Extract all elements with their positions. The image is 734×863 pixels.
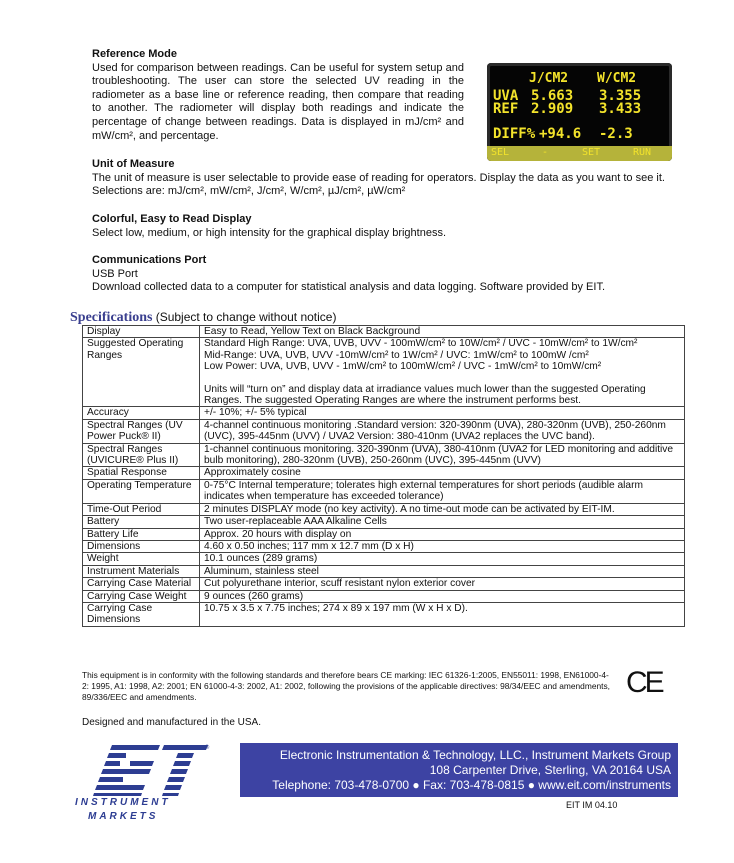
spec-row <box>83 602 685 626</box>
ce-mark-logo: CE <box>626 666 662 699</box>
spec-value-line: 10.75 x 3.5 x 7.75 inches; 274 x 89 x 197 mm (W x H x D). <box>204 602 468 614</box>
spec-row <box>83 479 685 503</box>
spec-value <box>200 565 685 577</box>
spec-row <box>83 565 685 577</box>
spec-value-line: Mid-Range: UVA, UVB, UVV -10mW/cm² to 1W/cm² / UVC: 1mW/cm² to 100mW /cm² <box>204 349 589 361</box>
spec-value <box>200 528 685 540</box>
display-row2-v2: 3.433 <box>599 101 642 117</box>
spec-row <box>83 443 685 467</box>
document-code: EIT IM 04.10 <box>566 800 618 810</box>
colorful-display-heading: Colorful, Easy to Read Display <box>92 213 252 225</box>
spec-value <box>200 407 685 419</box>
display-diff-v1: +94.6 <box>539 126 582 142</box>
spec-row <box>83 419 685 443</box>
spec-row <box>83 578 685 590</box>
display-diff-v2: -2.3 <box>599 126 633 142</box>
display-col1: J/CM2 <box>529 71 569 86</box>
specifications-title: Specifications <box>70 310 153 325</box>
reference-mode-heading: Reference Mode <box>92 48 177 60</box>
spec-value <box>200 516 685 528</box>
spec-value <box>200 338 685 407</box>
display-col2: W/CM2 <box>597 71 637 86</box>
spec-key: Carrying Case Material <box>83 578 200 590</box>
spec-value <box>200 326 685 338</box>
reference-mode-body: Used for comparison between readings. Can be useful for system setup and troubleshooting. The user can store the selected UV reading in the radiometer as a base line or reference reading, then compare that reading to another. The radiometer will display both readings and indicate the percentage of change between readings. Data is displayed in mJ/cm² and mW/cm², and percentage. <box>92 61 464 142</box>
display-row1-v1: 5.663 <box>531 88 574 104</box>
specifications-note: (Subject to change without notice) <box>155 310 337 324</box>
spec-value-line: Approximately cosine <box>204 467 301 479</box>
specifications-table <box>82 325 685 627</box>
spec-value-line: 4-channel continuous monitoring .Standard version: 320-390nm (UVA), 280-320nm (UVB), 250-260nm (UVC), 395-445nm (UVV) / UVA2 Version: 380-410nm (UVA2 replaces the UVC band). <box>204 419 666 443</box>
spec-value-line <box>204 373 680 384</box>
spec-row <box>83 467 685 479</box>
logo-text-markets: MARKETS <box>88 811 159 822</box>
spec-key: Time-Out Period <box>83 503 200 515</box>
spec-row <box>83 590 685 602</box>
spec-row <box>83 503 685 515</box>
soft-key-run: RUN <box>633 147 652 158</box>
spec-value <box>200 602 685 626</box>
spec-key: Battery <box>83 516 200 528</box>
contact-banner <box>240 743 678 797</box>
spec-key: Spatial Response <box>83 467 200 479</box>
spec-value <box>200 578 685 590</box>
display-row2-label: REF <box>493 101 519 117</box>
display-row2-v1: 2.909 <box>531 101 574 117</box>
display-diff-label: DIFF% <box>493 126 536 142</box>
colorful-display-body: Select low, medium, or high intensity for the graphical display brightness. <box>92 226 447 239</box>
spec-key: Weight <box>83 553 200 565</box>
eit-logo <box>90 743 210 797</box>
spec-value <box>200 467 685 479</box>
communications-heading: Communications Port <box>92 254 207 266</box>
contact-company: Electronic Instrumentation & Technology, LLC., Instrument Markets Group <box>279 748 671 762</box>
soft-key-sel: SEL <box>491 147 510 158</box>
spec-key: Display <box>83 326 200 338</box>
spec-value <box>200 503 685 515</box>
spec-value-line: Standard High Range: UVA, UVB, UVV - 100mW/cm² to 10W/cm² / UVC - 10mW/cm² to 1W/cm² <box>204 338 638 350</box>
spec-key: Instrument Materials <box>83 565 200 577</box>
spec-value-line: Units will “turn on” and display data at irradiance values much lower than the suggested Operating Ranges. The suggested Operating Ranges are where the instrument performs best. <box>204 383 646 407</box>
spec-row <box>83 540 685 552</box>
spec-key: Carrying Case Weight <box>83 590 200 602</box>
spec-value-line: Cut polyurethane interior, scuff resistant nylon exterior cover <box>204 578 476 590</box>
communications-line1: USB Port <box>92 267 138 280</box>
spec-value <box>200 443 685 467</box>
spec-value-line: Low Power: UVA, UVB, UVV - 1mW/cm² to 100mW/cm² / UVC - 1mW/cm² to 10mW/cm² <box>204 361 602 373</box>
spec-value-line: 9 ounces (260 grams) <box>204 590 304 602</box>
unit-of-measure-body: The unit of measure is user selectable to provide ease of reading for operators. Display the data as you want to see it. Selections are: mJ/cm², mW/cm², J/cm², W/cm², µJ/cm², µW/cm² <box>92 171 665 198</box>
spec-key: Accuracy <box>83 407 200 419</box>
logo-text-instrument: INSTRUMENT <box>75 797 171 808</box>
spec-row <box>83 516 685 528</box>
spec-value-line: Easy to Read, Yellow Text on Black Background <box>204 326 421 337</box>
ce-statement: This equipment is in conformity with the following standards and therefore bears CE marking: IEC 61326-1:2005, EN55011: 1998, EN61000-4-2: 1995, A1: 1998, A2: 2001; EN 61000-4-3: 2002, A1: 2002, following the provisions of the applicable directives: 98/34/EEC and amendments, 89/336/EEC and amendments. <box>82 670 610 702</box>
spec-row <box>83 338 685 407</box>
spec-key: Battery Life <box>83 528 200 540</box>
colorful-display-section <box>92 213 672 240</box>
display-row1-label: UVA <box>493 88 519 104</box>
spec-key: Dimensions <box>83 540 200 552</box>
spec-value-line: 10.1 ounces (289 grams) <box>204 553 318 565</box>
unit-of-measure-section <box>92 158 672 199</box>
spec-value-line: Approx. 20 hours with display on <box>204 528 352 540</box>
spec-value <box>200 479 685 503</box>
specifications-heading <box>70 309 336 326</box>
contact-address: 108 Carpenter Drive, Sterling, VA 20164 USA <box>429 763 671 777</box>
reference-mode-section <box>92 48 464 143</box>
spec-value-line: 1-channel continuous monitoring. 320-390nm (UVA), 380-410nm (UVA2 for LED monitoring and additive bulb monitoring), 280-320nm (UVB), 250-260nm (UVC), 395-445nm (UVV) <box>204 443 674 467</box>
communications-line2: Download collected data to a computer for statistical analysis and data logging. Software provided by EIT. <box>92 281 606 294</box>
spec-value <box>200 540 685 552</box>
spec-value-line: Aluminum, stainless steel <box>204 565 319 577</box>
svg-text:®: ® <box>204 744 210 751</box>
spec-row <box>83 528 685 540</box>
spec-row <box>83 326 685 338</box>
contact-phone-fax-web: Telephone: 703-478-0700 ● Fax: 703-478-0815 ● www.eit.com/instruments <box>272 778 671 792</box>
unit-of-measure-heading: Unit of Measure <box>92 158 175 170</box>
spec-value <box>200 590 685 602</box>
spec-key: Spectral Ranges (UVICURE® Plus II) <box>83 443 200 467</box>
communications-section <box>92 254 672 295</box>
spec-key: Carrying Case Dimensions <box>83 602 200 626</box>
spec-row <box>83 553 685 565</box>
spec-value-line: 2 minutes DISPLAY mode (no key activity). A no time-out mode can be activated by EIT-IM. <box>204 503 615 515</box>
spec-value-line: +/- 10%; +/- 5% typical <box>204 407 307 419</box>
spec-key: Operating Temperature <box>83 479 200 503</box>
spec-key: Suggested Operating Ranges <box>83 338 200 407</box>
spec-value <box>200 419 685 443</box>
display-row1-v2: 3.355 <box>599 88 642 104</box>
spec-value-line: 4.60 x 0.50 inches; 117 mm x 12.7 mm (D x H) <box>204 540 414 552</box>
made-in-usa: Designed and manufactured in the USA. <box>82 717 261 728</box>
spec-key: Spectral Ranges (UV Power Puck® II) <box>83 419 200 443</box>
soft-key-dash: - <box>542 147 549 158</box>
spec-value-line: Two user-replaceable AAA Alkaline Cells <box>204 516 387 528</box>
spec-value <box>200 553 685 565</box>
spec-row <box>83 407 685 419</box>
soft-key-set: SET <box>582 147 601 158</box>
spec-value-line: 0-75°C Internal temperature; tolerates high external temperatures for short periods (audible alarm indicates when temperature has exceeded tolerance) <box>204 479 643 503</box>
